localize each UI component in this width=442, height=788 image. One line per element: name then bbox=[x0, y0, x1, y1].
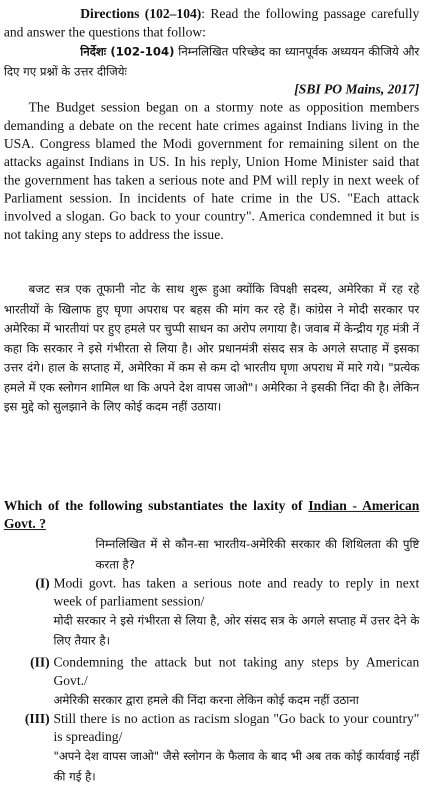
option-3-hindi: "अपने देश वापस जाओ" जैसे स्लोगन के फैलाव के बाद भी अब तक कोई कार्यवाई नहीं की गई है। bbox=[53, 749, 420, 783]
option-2-english: Condemning the attack but not taking any steps by American Govt./ bbox=[53, 655, 420, 689]
option-2-hindi: अमेरिकी सरकार द्वारा हमले की निंदा करना लेकिन कोई कदम नहीं उठाना bbox=[53, 693, 359, 707]
option-1-english: Modi govt. has taken a serious note and ready to reply in next week of parliament session/ bbox=[53, 575, 420, 610]
option-3-english: Still there is no action as racism slogan "Go back to your country" is spreading/ bbox=[53, 711, 420, 745]
option-1-label: (I) bbox=[35, 575, 50, 592]
question-text: Which of the following substantiates the laxity of bbox=[3, 498, 309, 514]
directions-text: : Read the following passage carefully and answer the questions that follow: bbox=[3, 6, 420, 41]
source-citation: [SBI PO Mains, 2017] bbox=[294, 82, 420, 98]
question-english bbox=[4, 498, 419, 534]
option-2 bbox=[30, 654, 420, 710]
option-1 bbox=[35, 575, 420, 650]
directions-en bbox=[4, 6, 419, 42]
directions-hi bbox=[4, 42, 419, 81]
passage-english: The Budget session began on a stormy note as opposition members demanding a debate on the recent hate crimes against Indians living in the USA. Congress blamed the Modi government for remaining silent on the attacks against Indians in US. In his reply, Union Home Minister said that the government has taken a serious note and PM will reply in next week of Parliament session. In incidents of hate crime in the US. "Each attack involved a slogan. Go back to your country". America condemned it but is not taking any steps to address the issue. bbox=[3, 100, 420, 243]
option-2-label: (II) bbox=[30, 655, 50, 671]
directions-label: Directions (102–104) bbox=[80, 6, 202, 22]
option-1-hindi: मोदी सरकार ने इसे गंभीरता से लिया है, ओर संसद सत्र के अगले सप्ताह में उत्तर देने के लिए तैयार है। bbox=[53, 614, 420, 648]
question-underlined: Indian - American Govt. ? bbox=[3, 498, 420, 532]
option-3-label: (III) bbox=[24, 711, 50, 727]
question-hindi: निम्नलिखित में से कौन-सा भारतीय-अमेरिकी सरकार की शिथिलता की पुष्टि करता है? bbox=[95, 537, 420, 571]
option-3 bbox=[24, 711, 420, 786]
directions-hi-text: निम्नलिखित परिच्छेद का ध्यानपूर्वक अध्ययन कीजिये और दिए गए प्रश्नों के उत्तर दीजियेः bbox=[3, 44, 420, 78]
passage-hindi: बजट सत्र एक तूफानी नोट के साथ शुरू हुआ क्योंकि विपक्षी सदस्य, अमेरिका में रह रहे भारतीयों के खिलाफ हुए घृणा अपराध पर बहस की मांग कर रहे हैं। कांग्रेस ने मोदी सरकार पर अमेरिका में भारतीयां पर हुए हमले पर चुप्पी साधन का अरोप लगाया है। जवाब में केन्द्रीय गृह मंत्री नें कहा कि सरकार ने इसे गंभीरता से लिया है। ओर प्रधानमंत्री संसद सत्र के अगले सप्ताह में इसका उत्तर दंगे। हाल के सप्ताह में, अमेरिका में कम से कम दो भारतीय घृणा अपराध में मारे गये। "प्रत्येक हमले में एक स्लोगन शामिल था कि अपने देश वापस जाओ"। अमेरिका ने इसकी निंदा की है। लेकिन इस मुद्दे को सुलझाने के लिए कोई कदम नहीं उठाया। bbox=[3, 282, 420, 414]
directions-hi-label: निर्देशः (102-104) bbox=[80, 44, 175, 59]
